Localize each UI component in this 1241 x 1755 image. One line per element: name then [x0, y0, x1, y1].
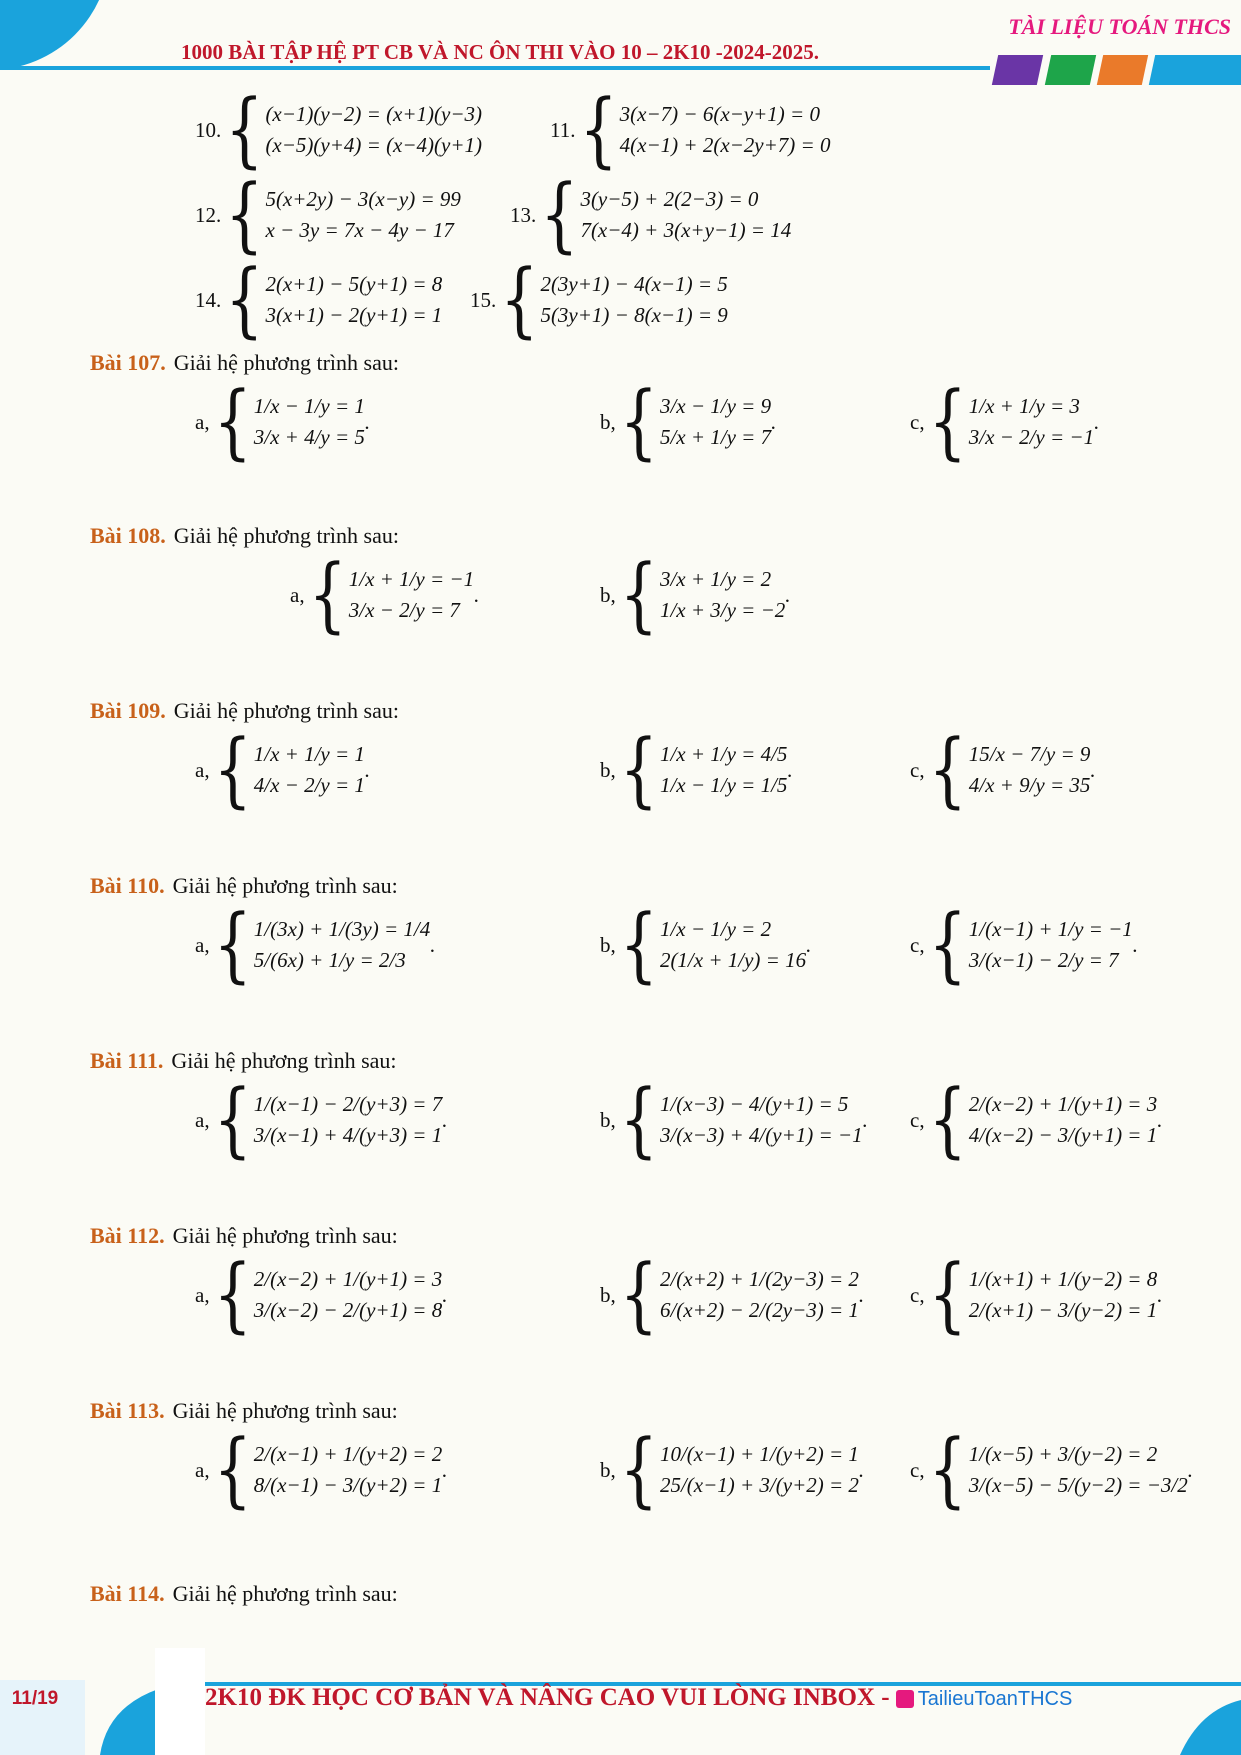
equation-1: 1/(x+1) + 1/(y−2) = 8	[968, 1267, 1158, 1291]
end-period: .	[1157, 1282, 1163, 1307]
end-period: .	[474, 582, 480, 607]
system-label: b,	[600, 582, 616, 607]
equation-2: 4/x + 9/y = 35	[968, 773, 1091, 797]
equation-1: 2/(x−1) + 1/(y+2) = 2	[253, 1442, 443, 1466]
equation-2: 7(x−4) + 3(x+y−1) = 14	[580, 218, 792, 242]
exercise-id: Bài 108.	[90, 523, 166, 548]
end-period: .	[364, 409, 371, 434]
exercise-instruction: Giải hệ phương trình sau:	[173, 523, 399, 548]
end-period: .	[806, 932, 812, 957]
equation-1: 1/x − 1/y = 2	[659, 917, 772, 941]
equation-1: 1/x + 1/y = −1	[348, 567, 475, 591]
brace: {	[213, 1247, 252, 1343]
exercise-instruction: Giải hệ phương trình sau:	[172, 1398, 398, 1423]
brace: {	[928, 1072, 967, 1168]
system-14	[195, 252, 443, 348]
system-b	[600, 897, 812, 993]
system-label: a,	[195, 932, 210, 957]
exercise-id: Bài 111.	[90, 1048, 164, 1073]
equation-1: 1/(x−1) + 1/y = −1	[968, 917, 1133, 941]
brace: {	[619, 722, 658, 818]
equation-1: 3/x − 1/y = 9	[659, 394, 772, 418]
system-label: 14.	[195, 287, 222, 312]
brace: {	[540, 167, 579, 263]
system-label: b,	[600, 1107, 616, 1132]
system-label: 10.	[195, 117, 222, 142]
equation-2: 1/x + 3/y = −2	[659, 598, 786, 622]
system-label: b,	[600, 757, 616, 782]
system-label: c,	[910, 1457, 925, 1482]
end-period: .	[1090, 757, 1096, 782]
equation-2: 2(1/x + 1/y) = 16	[659, 948, 807, 972]
tab-orange	[1097, 55, 1148, 85]
system-b	[600, 1247, 865, 1343]
tab-blue	[1149, 55, 1241, 85]
brace: {	[619, 897, 658, 993]
exercise-heading	[90, 698, 399, 724]
equation-2: 3/x − 2/y = 7	[348, 598, 460, 622]
equation-2: 3/(x−3) + 4/(y+1) = −1	[659, 1123, 863, 1147]
brace: {	[579, 82, 618, 178]
system-label: b,	[600, 1457, 616, 1482]
equation-1: 2(3y+1) − 4(x−1) = 5	[540, 272, 728, 296]
system-label: a,	[195, 1107, 210, 1132]
exercise-heading	[90, 1048, 397, 1074]
equation-2: 3/x − 2/y = −1	[968, 425, 1095, 449]
exercise-heading	[90, 1398, 398, 1424]
system-c	[910, 722, 1096, 818]
brace: {	[308, 547, 347, 643]
equation-1: 1/x − 1/y = 1	[253, 394, 365, 418]
system-c	[910, 374, 1100, 470]
system-label: 11.	[550, 117, 576, 142]
page-title: 1000 BÀI TẬP HỆ PT CB VÀ NC ÔN THI VÀO 10 – 2K10 -2024-2025.	[180, 40, 820, 64]
equation-1: 1/(x−3) − 4/(y+1) = 5	[659, 1092, 849, 1116]
system-label: a,	[195, 1457, 210, 1482]
equation-1: 1/x + 1/y = 1	[253, 742, 365, 766]
equation-2: 8/(x−1) − 3/(y+2) = 1	[253, 1473, 443, 1497]
brace: {	[213, 722, 252, 818]
system-b	[600, 1072, 868, 1168]
equation-2: 25/(x−1) + 3/(y+2) = 2	[659, 1473, 859, 1497]
exercise-heading	[90, 1581, 398, 1607]
system-label: 12.	[195, 202, 222, 227]
equation-1: 2/(x−2) + 1/(y+1) = 3	[253, 1267, 443, 1291]
equation-1: 1/(x−1) − 2/(y+3) = 7	[253, 1092, 443, 1116]
system-b	[600, 374, 777, 470]
end-period: .	[771, 409, 777, 434]
exercise-id: Bài 107.	[90, 350, 166, 375]
exercise-instruction: Giải hệ phương trình sau:	[173, 698, 399, 723]
equation-2: 5/x + 1/y = 7	[659, 425, 772, 449]
brace: {	[619, 547, 658, 643]
brace: {	[619, 1072, 658, 1168]
system-c	[910, 1072, 1163, 1168]
footer-separator: -	[874, 1684, 896, 1711]
brace: {	[225, 252, 264, 348]
system-c	[910, 897, 1138, 993]
footer-link-text: TailieuToanTHCS	[917, 1688, 1073, 1710]
exercise-heading	[90, 350, 399, 376]
system-label: c,	[910, 1107, 925, 1132]
brace: {	[500, 252, 539, 348]
system-label: a,	[290, 582, 305, 607]
equation-1: 1/x + 1/y = 3	[968, 394, 1080, 418]
equation-2: 2/(x+1) − 3/(y−2) = 1	[968, 1298, 1158, 1322]
end-period: .	[862, 1107, 868, 1132]
system-12	[195, 167, 461, 263]
exercise-heading	[90, 523, 399, 549]
equation-1: 1/(3x) + 1/(3y) = 1/4	[253, 917, 431, 941]
exercise-id: Bài 114.	[90, 1581, 165, 1606]
system-a	[195, 722, 371, 818]
system-13	[510, 167, 792, 263]
system-label: 13.	[510, 202, 537, 227]
footer-text: 2K10 ĐK HỌC CƠ BẢN VÀ NÂNG CAO VUI LÒNG INBOX	[205, 1684, 875, 1711]
end-period: .	[442, 1107, 448, 1132]
system-label: c,	[910, 1282, 925, 1307]
equation-2: 4(x−1) + 2(x−2y+7) = 0	[619, 133, 831, 157]
equation-2: 5/(6x) + 1/y = 2/3	[253, 948, 406, 972]
end-period: .	[785, 582, 791, 607]
page-number: 11/19	[11, 1688, 59, 1709]
brace: {	[213, 1072, 252, 1168]
equation-1: 1/(x−5) + 3/(y−2) = 2	[968, 1442, 1158, 1466]
system-a	[195, 1247, 448, 1343]
system-label: 15.	[470, 287, 497, 312]
equation-1: 3(x−7) − 6(x−y+1) = 0	[619, 102, 820, 126]
equation-2: 3/x + 4/y = 5	[253, 425, 365, 449]
brace: {	[928, 374, 967, 470]
system-15	[470, 252, 728, 348]
equation-2: 4/(x−2) − 3/(y+1) = 1	[968, 1123, 1158, 1147]
end-period: .	[364, 757, 371, 782]
system-label: b,	[600, 1282, 616, 1307]
footer-link[interactable]	[896, 1688, 1073, 1710]
system-label: a,	[195, 409, 210, 434]
brace: {	[213, 374, 252, 470]
end-period: .	[1157, 1107, 1163, 1132]
system-10	[195, 82, 483, 178]
brand-name: TÀI LIỆU TOÁN THCS	[1008, 14, 1231, 39]
exercise-instruction: Giải hệ phương trình sau:	[172, 873, 398, 898]
brace: {	[928, 1247, 967, 1343]
brace: {	[225, 82, 264, 178]
brace: {	[928, 722, 967, 818]
system-11	[550, 82, 831, 178]
brace: {	[213, 1422, 252, 1518]
brace: {	[928, 897, 967, 993]
message-icon	[896, 1690, 914, 1708]
end-period: .	[858, 1457, 865, 1482]
system-b	[600, 1422, 865, 1518]
exercise-heading	[90, 873, 398, 899]
system-a	[195, 1422, 448, 1518]
system-label: b,	[600, 932, 616, 957]
brace: {	[225, 167, 264, 263]
equation-1: 2(x+1) − 5(y+1) = 8	[265, 272, 443, 296]
equation-2: 6/(x+2) − 2/(2y−3) = 1	[659, 1298, 859, 1322]
system-a	[195, 897, 436, 993]
exercise-id: Bài 109.	[90, 698, 166, 723]
system-label: c,	[910, 932, 925, 957]
exercise-heading	[90, 1223, 398, 1249]
system-label: a,	[195, 1282, 210, 1307]
end-period: .	[442, 1457, 448, 1482]
end-period: .	[1187, 1457, 1193, 1482]
equation-1: 15/x − 7/y = 9	[968, 742, 1091, 766]
exercise-instruction: Giải hệ phương trình sau:	[172, 1223, 398, 1248]
system-c	[910, 1247, 1163, 1343]
system-label: c,	[910, 409, 925, 434]
equation-2: 3/(x−5) − 5/(y−2) = −3/2	[968, 1473, 1188, 1497]
end-period: .	[858, 1282, 865, 1307]
equation-1: (x−1)(y−2) = (x+1)(y−3)	[265, 102, 483, 126]
system-label: a,	[195, 757, 210, 782]
equation-1: 1/x + 1/y = 4/5	[659, 742, 788, 766]
exercise-instruction: Giải hệ phương trình sau:	[171, 1048, 397, 1073]
exercise-instruction: Giải hệ phương trình sau:	[172, 1581, 398, 1606]
equation-2: 3(x+1) − 2(y+1) = 1	[265, 303, 443, 327]
brace: {	[928, 1422, 967, 1518]
system-label: c,	[910, 757, 925, 782]
brace: {	[213, 897, 252, 993]
equation-1: 10/(x−1) + 1/(y+2) = 1	[659, 1442, 859, 1466]
equation-2: (x−5)(y+4) = (x−4)(y+1)	[265, 133, 483, 157]
exercise-instruction: Giải hệ phương trình sau:	[173, 350, 399, 375]
end-period: .	[442, 1282, 448, 1307]
exercise-id: Bài 113.	[90, 1398, 165, 1423]
end-period: .	[787, 757, 793, 782]
end-period: .	[1094, 409, 1100, 434]
system-c	[910, 1422, 1193, 1518]
system-label: b,	[600, 409, 616, 434]
exercise-id: Bài 112.	[90, 1223, 165, 1248]
system-a	[195, 1072, 448, 1168]
header-divider	[0, 66, 990, 70]
equation-2: 3/(x−2) − 2/(y+1) = 8	[253, 1298, 443, 1322]
system-a	[195, 374, 371, 470]
brace: {	[619, 1422, 658, 1518]
tab-green	[1045, 55, 1096, 85]
equation-2: 5(3y+1) − 8(x−1) = 9	[540, 303, 728, 327]
equation-2: 1/x − 1/y = 1/5	[659, 773, 788, 797]
brace: {	[619, 374, 658, 470]
equation-2: 3/(x−1) − 2/y = 7	[968, 948, 1119, 972]
equation-2: 3/(x−1) + 4/(y+3) = 1	[253, 1123, 443, 1147]
brace: {	[619, 1247, 658, 1343]
system-a	[290, 547, 480, 643]
footer-notice	[205, 1684, 1072, 1712]
equation-1: 3/x + 1/y = 2	[659, 567, 772, 591]
equation-1: 5(x+2y) − 3(x−y) = 99	[265, 187, 461, 211]
system-b	[600, 547, 791, 643]
equation-2: 4/x − 2/y = 1	[253, 773, 365, 797]
equation-1: 2/(x−2) + 1/(y+1) = 3	[968, 1092, 1158, 1116]
end-period: .	[1132, 932, 1138, 957]
exercise-id: Bài 110.	[90, 873, 165, 898]
equation-1: 2/(x+2) + 1/(2y−3) = 2	[659, 1267, 859, 1291]
end-period: .	[430, 932, 436, 957]
tab-purple	[992, 55, 1043, 85]
system-b	[600, 722, 793, 818]
equation-1: 3(y−5) + 2(2−3) = 0	[580, 187, 759, 211]
equation-2: x − 3y = 7x − 4y − 17	[265, 218, 454, 242]
